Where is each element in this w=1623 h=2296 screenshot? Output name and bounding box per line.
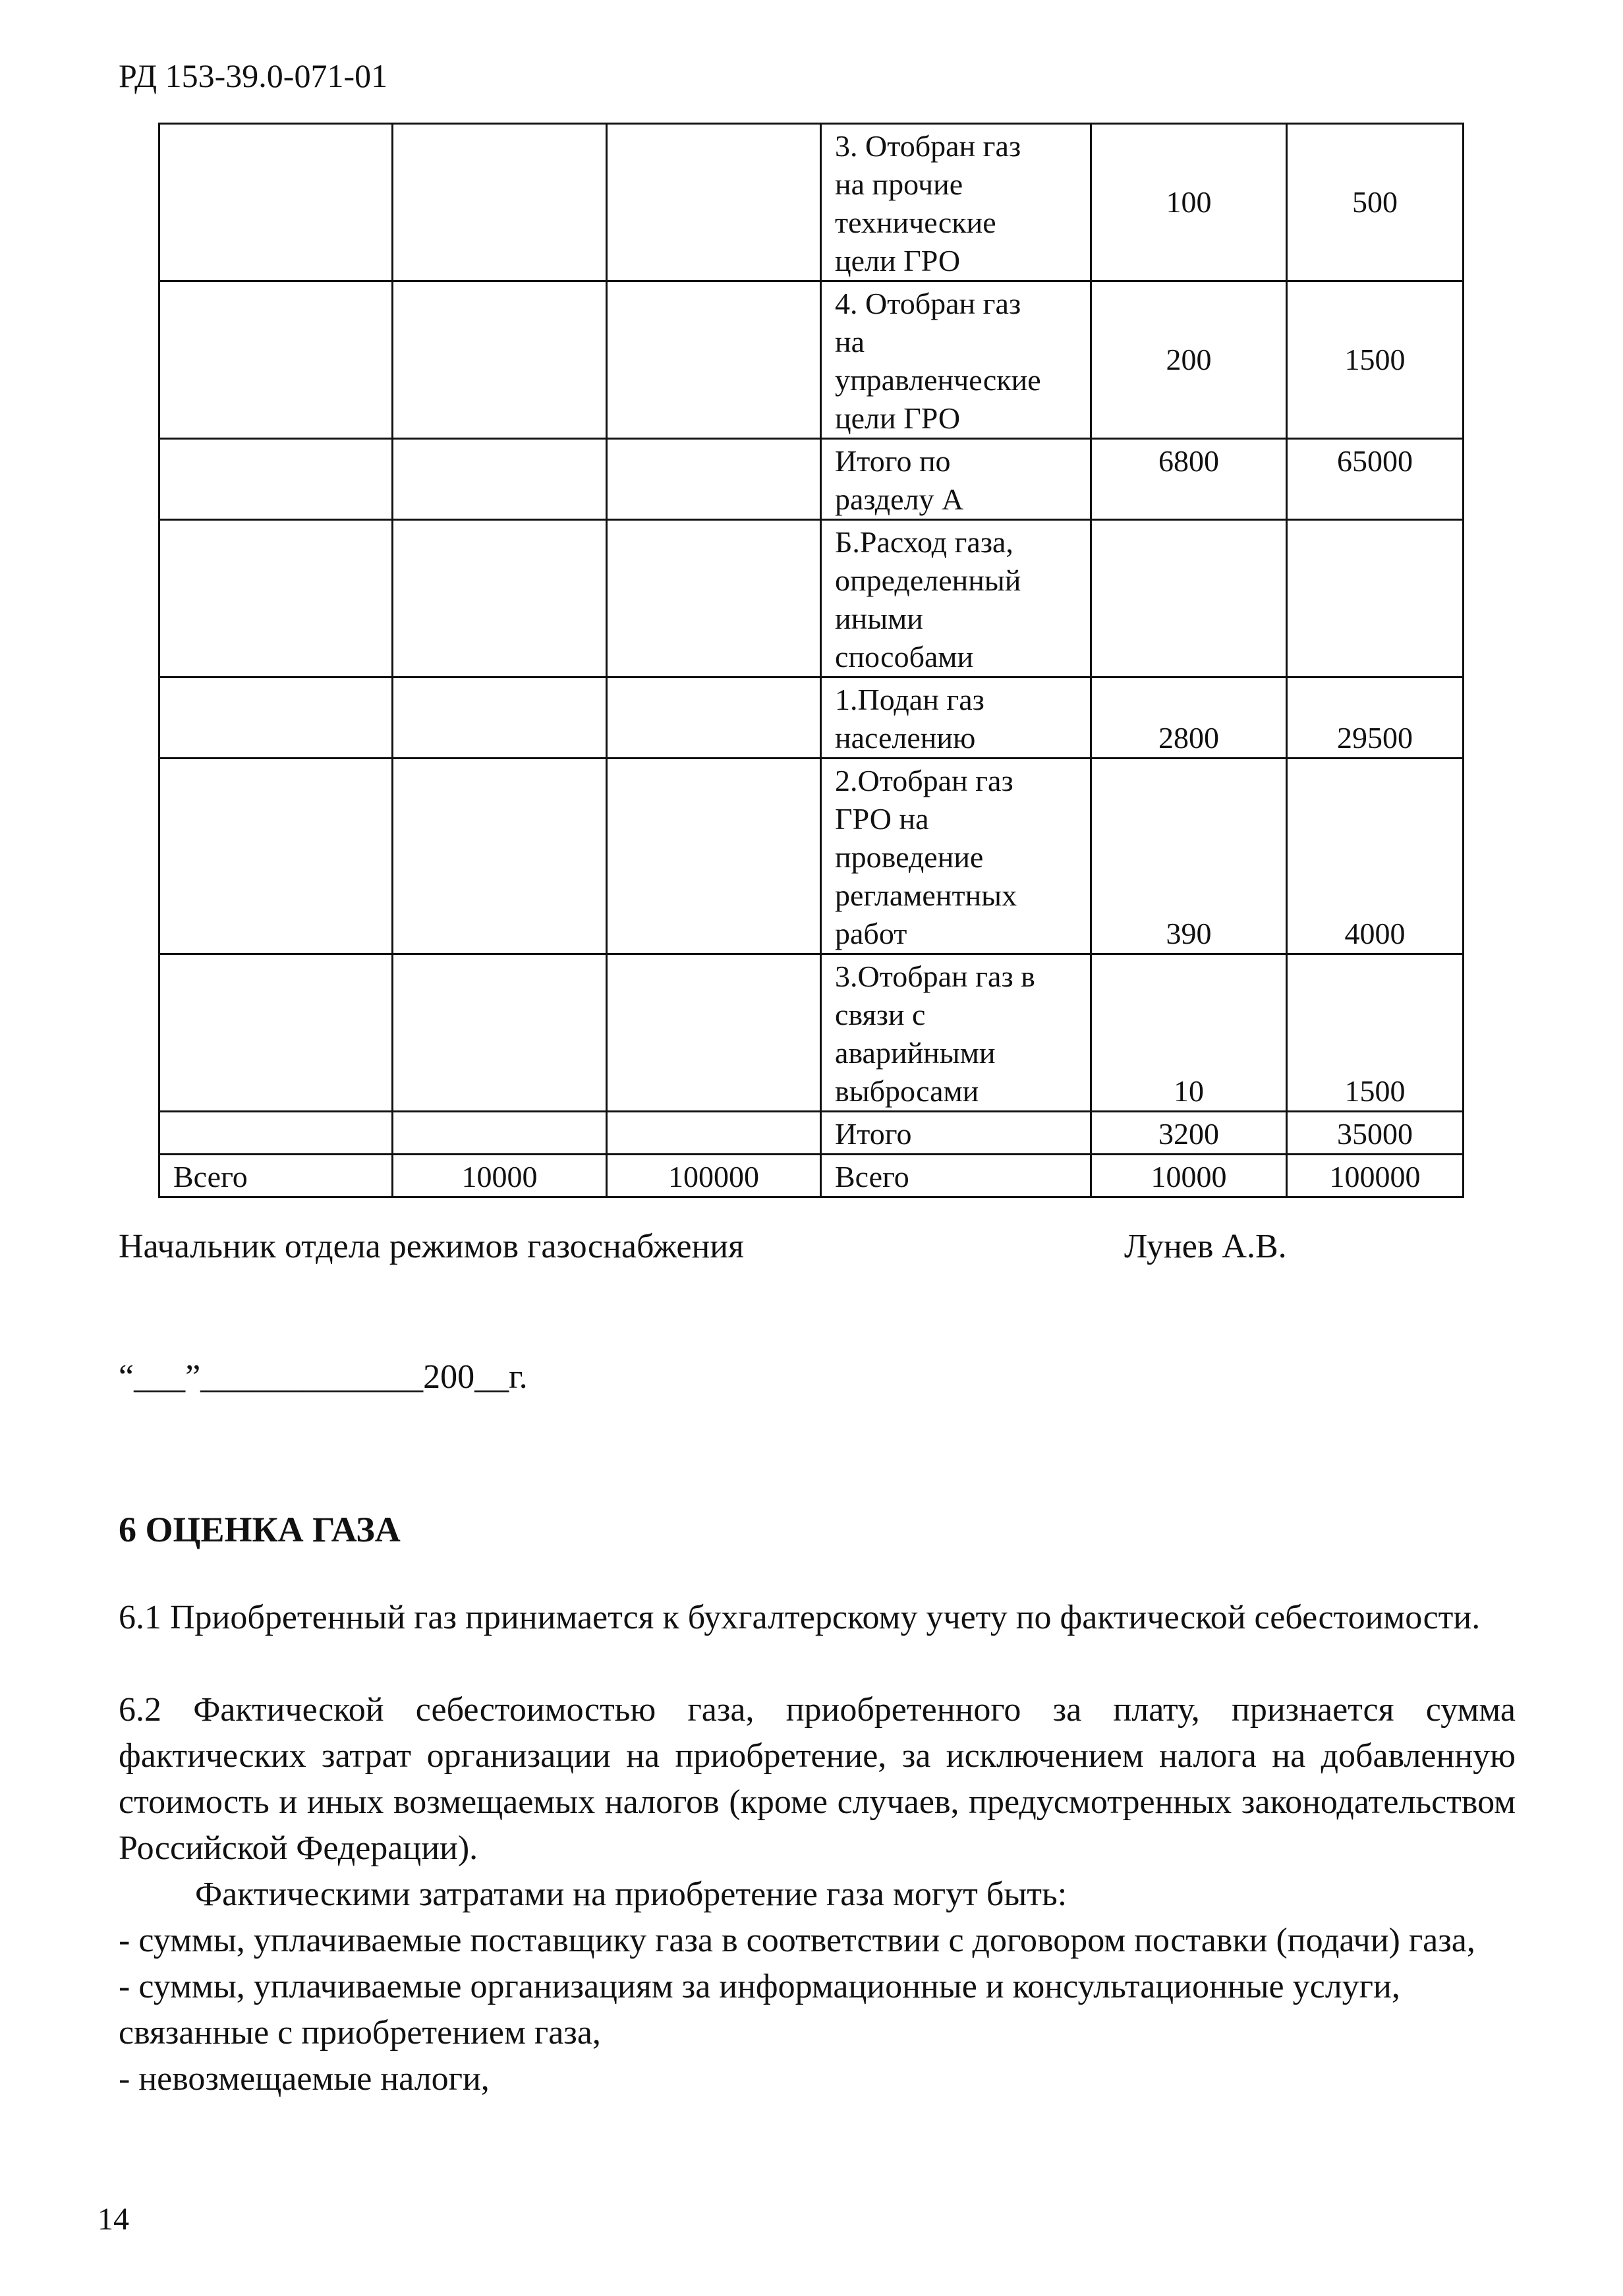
table-cell	[607, 677, 821, 759]
page-number: 14	[98, 2202, 129, 2237]
list-item: - невозмещаемые налоги,	[119, 2060, 490, 2098]
grand-total-value-1: 10000	[393, 1155, 607, 1197]
table-row	[159, 759, 1464, 954]
paragraph-6-1: 6.1 Приобретенный газ принимается к бухгалтерскому учету по фактической себестоимости.	[119, 1599, 1481, 1636]
table-cell	[607, 281, 821, 439]
table-cell	[159, 520, 393, 677]
signatory-role: Начальник отдела режимов газоснабжения	[119, 1228, 745, 1265]
row-value-1: 200	[1091, 281, 1287, 439]
row-label: Б.Расход газа, определенный иными способами	[821, 520, 1091, 677]
row-value-1: 6800	[1091, 439, 1287, 520]
table-cell	[393, 954, 607, 1112]
table-cell	[159, 124, 393, 281]
row-value-2: 65000	[1287, 439, 1464, 520]
row-value-2: 100000	[1287, 1155, 1464, 1197]
table-cell	[393, 1112, 607, 1155]
table-cell	[607, 520, 821, 677]
row-label: 3. Отобран газ на прочие технические цели ГРО	[821, 124, 1091, 281]
section-body	[119, 1595, 1516, 2102]
table-cell	[393, 677, 607, 759]
table-cell	[159, 954, 393, 1112]
table-cell	[393, 281, 607, 439]
row-value-1: 2800	[1091, 677, 1287, 759]
row-value-1: 390	[1091, 759, 1287, 954]
table-row	[159, 677, 1464, 759]
row-value-2	[1287, 520, 1464, 677]
grand-total-label: Всего	[159, 1155, 393, 1197]
row-value-2: 4000	[1287, 759, 1464, 954]
table-cell	[393, 124, 607, 281]
row-value-1	[1091, 520, 1287, 677]
signatory-name: Лунев А.В.	[1124, 1228, 1287, 1265]
list-item: - суммы, уплачиваемые организациям за информационные и консультационные услуги, связанные с приобретением газа,	[119, 1968, 1400, 2052]
document-code: РД 153-39.0-071-01	[119, 57, 388, 94]
table-row	[159, 281, 1464, 439]
table-cell	[159, 677, 393, 759]
row-label: Итого	[821, 1112, 1091, 1155]
table-row	[159, 439, 1464, 520]
row-label: 3.Отобран газ в связи с аварийными выбросами	[821, 954, 1091, 1112]
table-cell	[159, 1112, 393, 1155]
row-value-1: 10000	[1091, 1155, 1287, 1197]
table-cell	[607, 759, 821, 954]
paragraph-costs-intro: Фактическими затратами на приобретение газа могут быть:	[195, 1876, 1068, 1913]
section-title: 6 ОЦЕНКА ГАЗА	[119, 1510, 401, 1549]
table-row	[159, 1112, 1464, 1155]
table-cell	[607, 1112, 821, 1155]
table-row	[159, 1155, 1464, 1197]
list-item: - суммы, уплачиваемые поставщику газа в соответствии с договором поставки (подачи) газа,	[119, 1922, 1475, 1959]
row-value-2: 29500	[1287, 677, 1464, 759]
row-label: Всего	[821, 1155, 1091, 1197]
row-value-1: 100	[1091, 124, 1287, 281]
row-label: 2.Отобран газ ГРО на проведение регламентных работ	[821, 759, 1091, 954]
row-value-2: 500	[1287, 124, 1464, 281]
table-row	[159, 954, 1464, 1112]
grand-total-value-2: 100000	[607, 1155, 821, 1197]
row-value-2: 35000	[1287, 1112, 1464, 1155]
table-cell	[159, 439, 393, 520]
table-cell	[607, 954, 821, 1112]
table-row	[159, 520, 1464, 677]
table-cell	[607, 124, 821, 281]
table-cell	[393, 520, 607, 677]
row-value-1: 10	[1091, 954, 1287, 1112]
row-label: Итого по разделу А	[821, 439, 1091, 520]
table-cell	[393, 439, 607, 520]
row-value-1: 3200	[1091, 1112, 1287, 1155]
table-cell	[607, 439, 821, 520]
paragraph-6-2: 6.2 Фактической себестоимостью газа, приобретенного за плату, признается сумма фактических затрат организации на приобретение, за исключением налога на добавленную стоимость и иных возмещаемых налогов (кроме случаев, предусмотренных законодательством Российской Федерации).	[119, 1691, 1516, 1867]
gas-balance-table	[158, 123, 1464, 1198]
row-value-2: 1500	[1287, 281, 1464, 439]
row-label: 4. Отобран газ на управленческие цели ГРО	[821, 281, 1091, 439]
table-cell	[159, 759, 393, 954]
table-cell	[159, 281, 393, 439]
row-label: 1.Подан газ населению	[821, 677, 1091, 759]
date-line: “___”_____________200__г.	[119, 1358, 528, 1396]
row-value-2: 1500	[1287, 954, 1464, 1112]
table-row	[159, 124, 1464, 281]
table-cell	[393, 759, 607, 954]
